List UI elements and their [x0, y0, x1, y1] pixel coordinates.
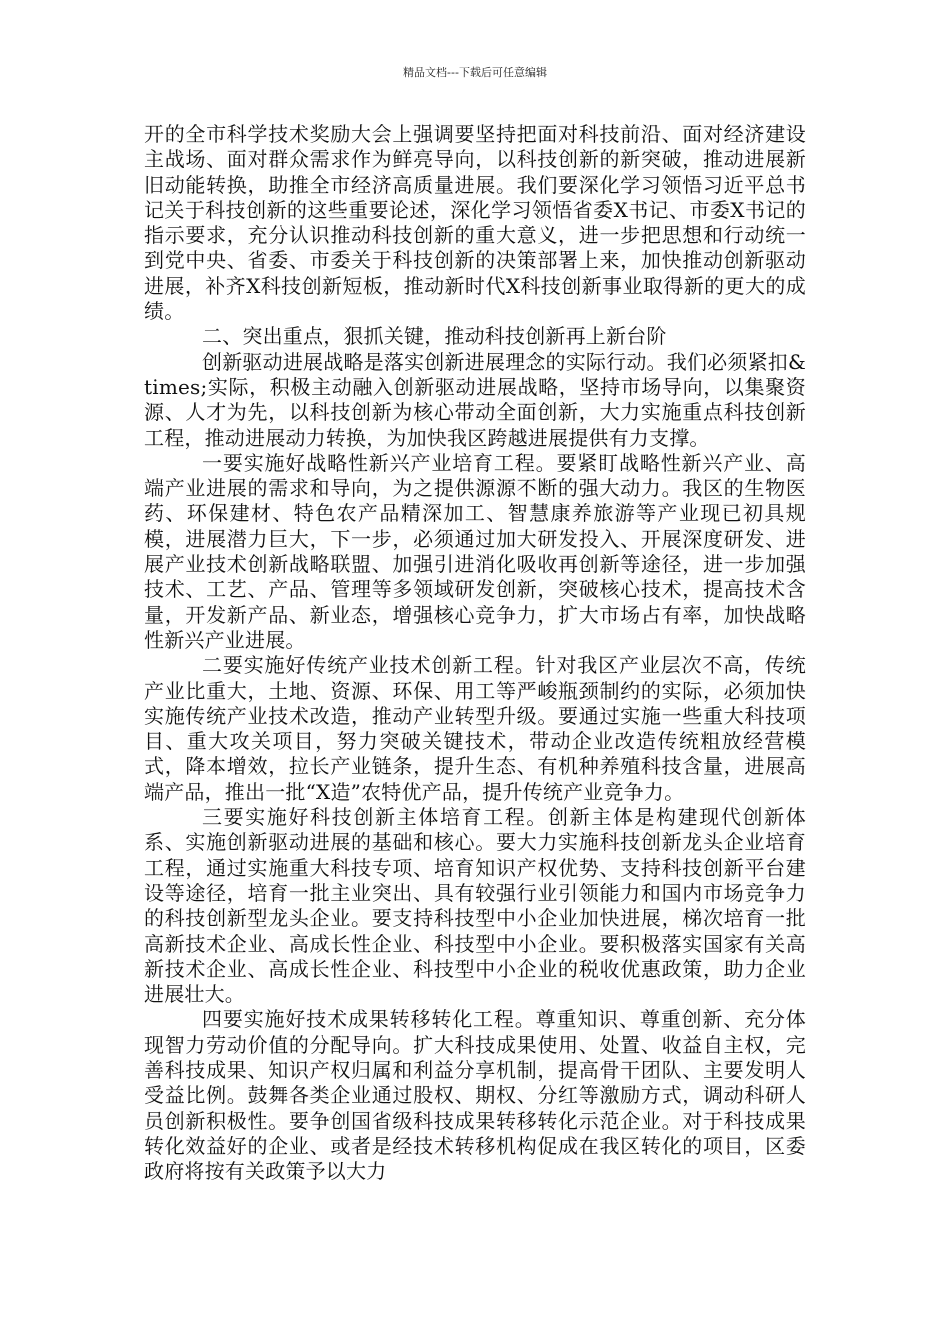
page-header: 精品文档---下载后可任意编辑	[403, 66, 547, 79]
paragraph-intro-continued: 开的全市科学技术奖励大会上强调要坚持把面对科技前沿、面对经济建设主战场、面对群众需求作为鲜亮导向，以科技创新的新突破，推动进展新旧动能转换，助推全市经济高质量进展。我们要深化学习领悟习近平总书记关于科技创新的这些重要论述，深化学习领悟省委X书记、市委X书记的指示要求，充分认识推动科技创新的重大意义，进一步把思想和行动统一到党中央、省委、市委关于科技创新的决策部署上来，加快推动创新驱动进展，补齐X科技创新短板，推动新时代X科技创新事业取得新的更大的成绩。	[144, 122, 806, 324]
paragraph-point-4: 四要实施好技术成果转移转化工程。尊重知识、尊重创新、充分体现智力劳动价值的分配导向。扩大科技成果使用、处置、收益自主权，完善科技成果、知识产权归属和利益分享机制，提高骨干团队、主要发明人受益比例。鼓舞各类企业通过股权、期权、分红等激励方式，调动科研人员创新积极性。要争创国省级科技成果转移转化示范企业。对于科技成果转化效益好的企业、或者是经技术转移机构促成在我区转化的项目，区委政府将按有关政策予以大力	[144, 1007, 806, 1184]
paragraph-point-1: 一要实施好战略性新兴产业培育工程。要紧盯战略性新兴产业、高端产业进展的需求和导向，为之提供源源不断的强大动力。我区的生物医药、环保建材、特色农产品精深加工、智慧康养旅游等产业现已初具规模，进展潜力巨大，下一步，必须通过加大研发投入、开展深度研发、进展产业技术创新战略联盟、加强引进消化吸收再创新等途径，进一步加强技术、工艺、产品、管理等多领域研发创新，突破核心技术，提高技术含量，开发新产品、新业态，增强核心竞争力，扩大市场占有率，加快战略性新兴产业进展。	[144, 450, 806, 652]
document-body	[144, 122, 806, 1184]
paragraph-point-2: 二要实施好传统产业技术创新工程。针对我区产业层次不高，传统产业比重大，土地、资源、环保、用工等严峻瓶颈制约的实际，必须加快实施传统产业技术改造，推动产业转型升级。要通过实施一些重大科技项目、重大攻关项目，努力突破关键技术，带动企业改造传统粗放经营模式，降本增效，拉长产业链条，提升生态、有机种养殖科技含量，进展高端产品，推出一批“X造”农特优产品，提升传统产业竞争力。	[144, 653, 806, 804]
paragraph-point-3: 三要实施好科技创新主体培育工程。创新主体是构建现代创新体系、实施创新驱动进展的基础和核心。要大力实施科技创新龙头企业培育工程，通过实施重大科技专项、培育知识产权优势、支持科技创新平台建设等途径，培育一批主业突出、具有较强行业引领能力和国内市场竞争力的科技创新型龙头企业。要支持科技型中小企业加快进展，梯次培育一批高新技术企业、高成长性企业、科技型中小企业。要积极落实国家有关高新技术企业、高成长性企业、科技型中小企业的税收优惠政策，助力企业进展壮大。	[144, 805, 806, 1007]
paragraph-strategy: 创新驱动进展战略是落实创新进展理念的实际行动。我们必须紧扣&times;实际，积极主动融入创新驱动进展战略，坚持市场导向，以集聚资源、人才为先，以科技创新为核心带动全面创新，大力实施重点科技创新工程，推动进展动力转换，为加快我区跨越进展提供有力支撑。	[144, 349, 806, 450]
section-heading-2: 二、突出重点，狠抓关键，推动科技创新再上新台阶	[202, 324, 667, 349]
